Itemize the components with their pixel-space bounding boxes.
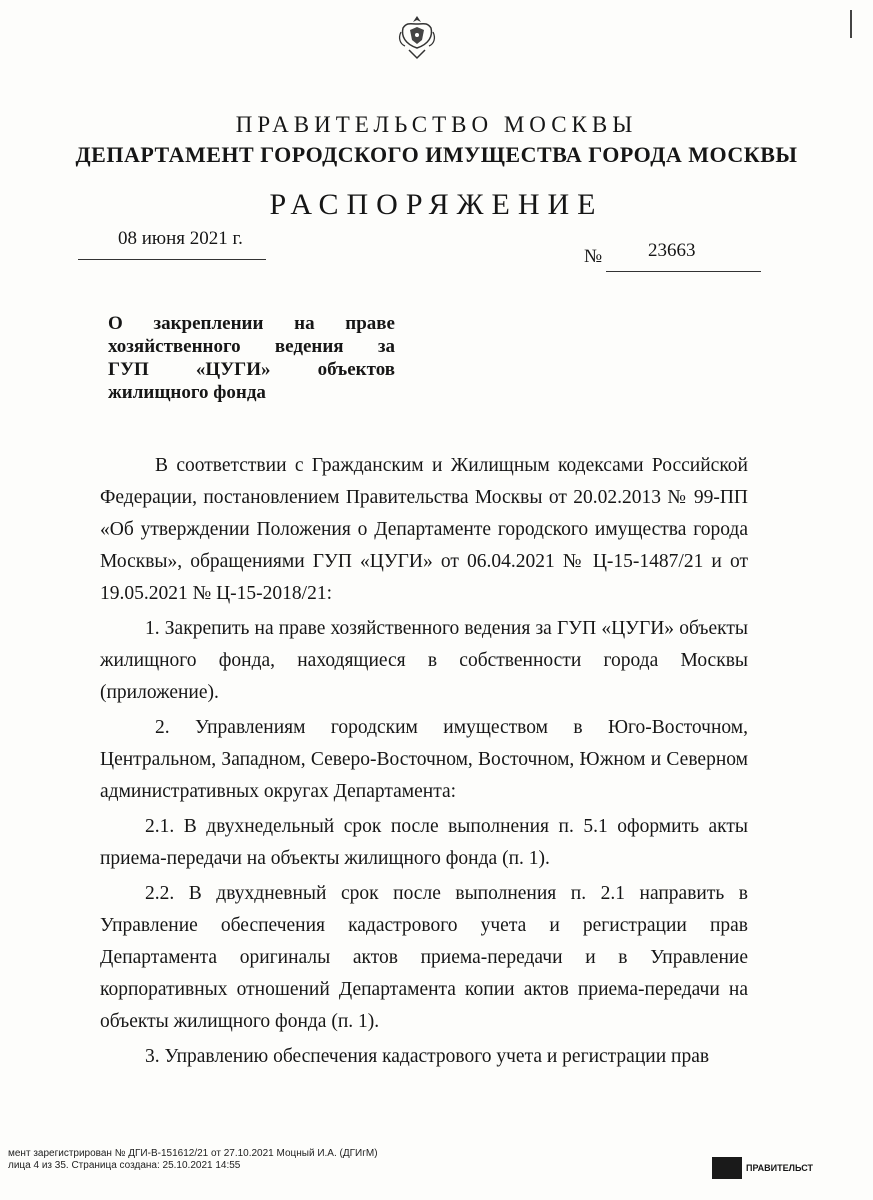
subject-line: жилищного фонда xyxy=(108,382,266,403)
footer-brand: ПРАВИТЕЛЬСТ xyxy=(746,1163,813,1173)
moscow-coat-of-arms-icon xyxy=(397,14,437,62)
clause-2-2-paragraph: 2.2. В двухдневный срок после выполнения п. 2.1 направить в Управление обеспечения кадастрового учета и регистрации прав Департамента оригиналы актов приема-передачи и в Управление корпоративных отношений Департамента копии актов приема-передачи на объекты жилищного фонда (п. 1). xyxy=(100,883,748,1032)
government-title: ПРАВИТЕЛЬСТВО МОСКВЫ xyxy=(235,112,638,137)
scan-mark xyxy=(850,10,852,38)
page-info-line: лица 4 из 35. Страница создана: 25.10.2021 14:55 xyxy=(8,1160,241,1171)
document-number: 23663 xyxy=(648,240,696,261)
subject-line: О закреплении на праве xyxy=(108,313,395,334)
clause-3-paragraph: 3. Управлению обеспечения кадастрового учета и регистрации прав xyxy=(145,1046,710,1067)
document-type-title: РАСПОРЯЖЕНИЕ xyxy=(269,188,604,221)
department-title: ДЕПАРТАМЕНТ ГОРОДСКОГО ИМУЩЕСТВА ГОРОДА МОСКВЫ xyxy=(75,142,798,167)
clause-1-paragraph: 1. Закрепить на праве хозяйственного ведения за ГУП «ЦУГИ» объекты жилищного фонда, находящиеся в собственности города Москвы (приложение). xyxy=(100,618,748,703)
number-sign: № xyxy=(584,246,603,267)
subject-line: хозяйственного ведения за xyxy=(108,336,395,357)
subject-line: ГУП «ЦУГИ» объектов xyxy=(108,359,395,380)
registration-line: мент зарегистрирован № ДГИ-В-151612/21 от 27.10.2021 Моцный И.А. (ДГИгМ) xyxy=(8,1148,378,1159)
document-body xyxy=(100,450,748,1076)
clause-2-1-paragraph: 2.1. В двухнедельный срок после выполнения п. 5.1 оформить акты приема-передачи на объекты жилищного фонда (п. 1). xyxy=(100,816,748,869)
document-date: 08 июня 2021 г. xyxy=(118,228,243,249)
document-subject xyxy=(108,312,395,404)
registration-footer xyxy=(8,1148,378,1172)
number-underline xyxy=(606,271,761,272)
preamble-paragraph: В соответствии с Гражданским и Жилищным кодексами Российской Федерации, постановлением Правительства Москвы от 20.02.2013 № 99-ПП «Об утверждении Положения о Департаменте городского имущества города Москвы», обращениями ГУП «ЦУГИ» от 06.04.2021 № Ц-15-1487/21 и от 19.05.2021 № Ц-15-2018/21: xyxy=(100,455,748,604)
date-underline xyxy=(78,259,266,260)
government-logo-icon xyxy=(712,1157,742,1179)
clause-2-paragraph: 2. Управлениям городским имуществом в Юго-Восточном, Центральном, Западном, Северо-Восточном, Восточном, Южном и Северном административных округах Департамента: xyxy=(100,717,748,802)
